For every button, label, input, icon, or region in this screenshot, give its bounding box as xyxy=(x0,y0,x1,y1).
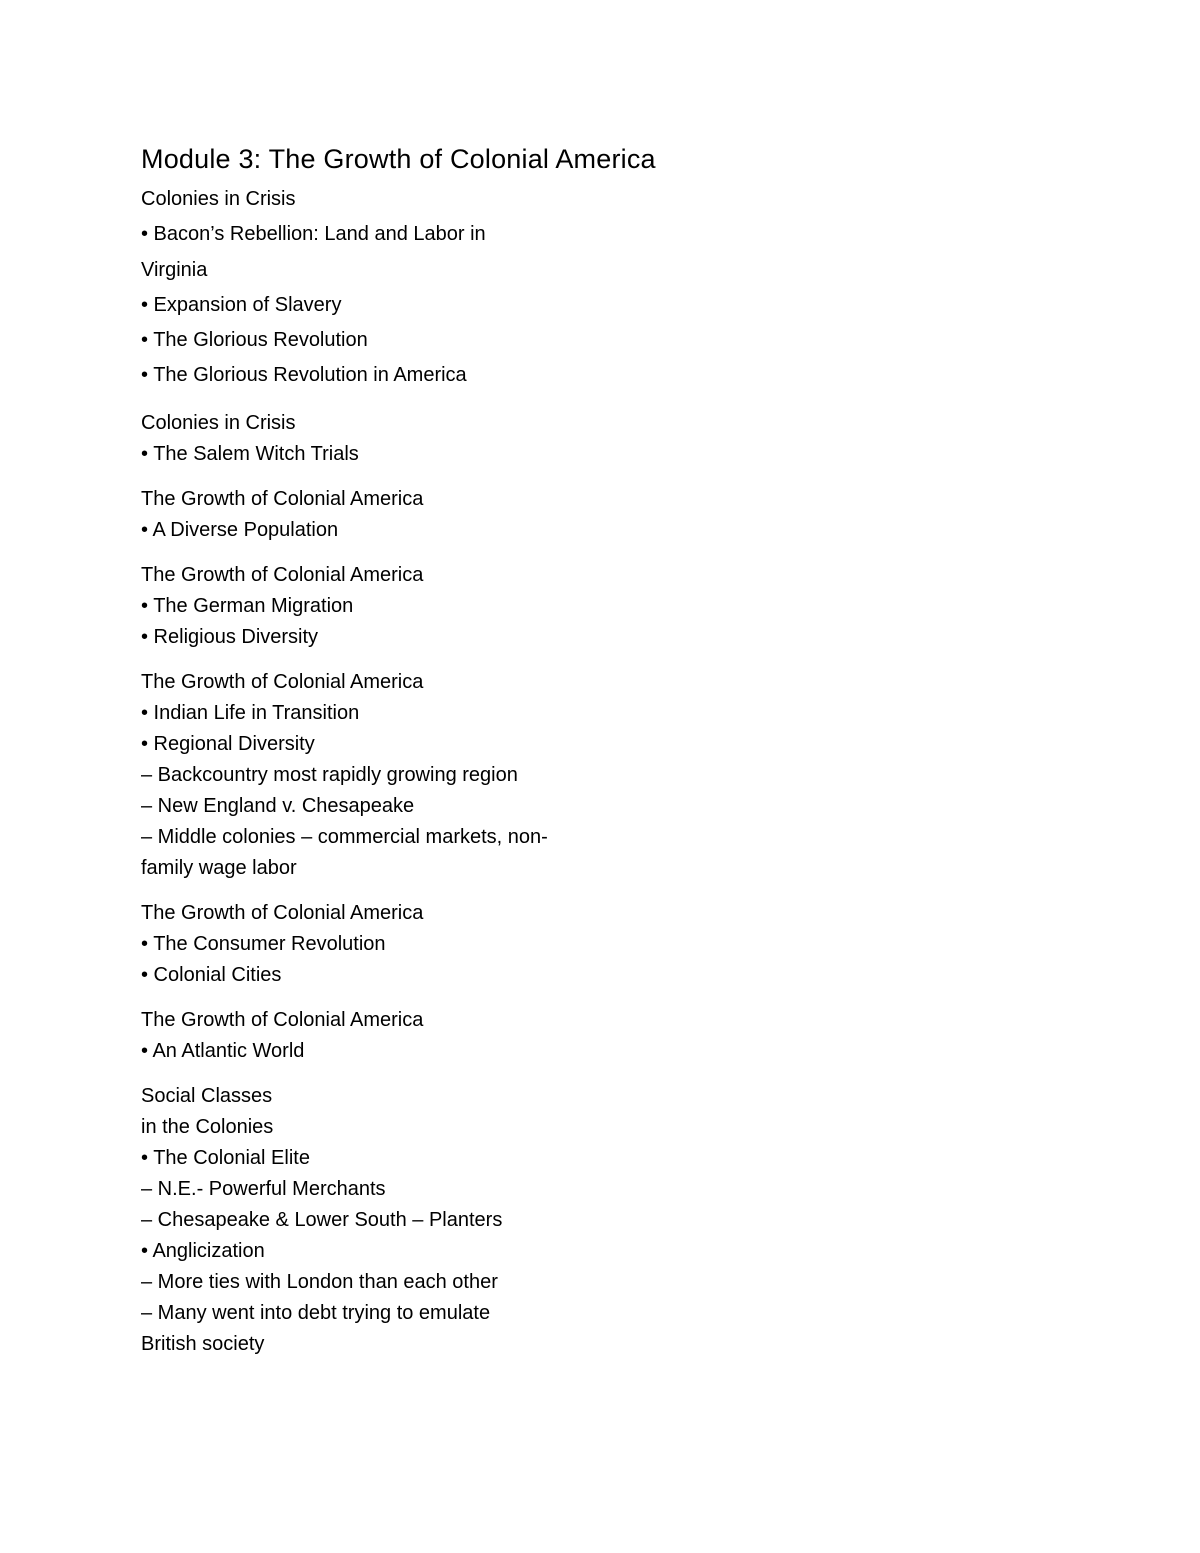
section-growth-diverse-population xyxy=(141,484,1041,546)
section-growth-migration xyxy=(141,560,1041,653)
section-heading-continuation: in the Colonies xyxy=(141,1115,274,1138)
section-heading: The Growth of Colonial America xyxy=(141,487,424,510)
bullet-item: • Regional Diversity xyxy=(141,732,315,755)
bullet-item: • Expansion of Slavery xyxy=(141,293,342,316)
sub-bullet-item: – N.E.- Powerful Merchants xyxy=(141,1177,386,1200)
document-body xyxy=(141,138,1041,1374)
section-heading: The Growth of Colonial America xyxy=(141,1008,424,1031)
section-heading: The Growth of Colonial America xyxy=(141,901,424,924)
section-growth-regional xyxy=(141,667,1041,884)
bullet-item: • Bacon’s Rebellion: Land and Labor in xyxy=(141,223,486,246)
section-heading: The Growth of Colonial America xyxy=(141,670,424,693)
bullet-item: • The German Migration xyxy=(141,594,354,617)
bullet-item: • The Glorious Revolution xyxy=(141,329,368,352)
section-growth-consumer xyxy=(141,898,1041,991)
section-social-classes xyxy=(141,1081,1041,1360)
bullet-item: • An Atlantic World xyxy=(141,1039,305,1062)
sub-bullet-item: – Middle colonies – commercial markets, non- xyxy=(141,825,548,848)
sub-bullet-item: – New England v. Chesapeake xyxy=(141,794,415,817)
sub-bullet-item: – Chesapeake & Lower South – Planters xyxy=(141,1208,503,1231)
bullet-item: • Anglicization xyxy=(141,1239,265,1262)
section-heading: Colonies in Crisis xyxy=(141,188,296,210)
bullet-item: • The Salem Witch Trials xyxy=(141,442,359,465)
bullet-item: • A Diverse Population xyxy=(141,518,339,541)
sub-bullet-item-continuation: British society xyxy=(141,1332,265,1355)
bullet-item: • Colonial Cities xyxy=(141,963,282,986)
sub-bullet-item: – Many went into debt trying to emulate xyxy=(141,1301,491,1324)
document-title: Module 3: The Growth of Colonial America xyxy=(141,144,656,174)
bullet-item: • The Glorious Revolution in America xyxy=(141,364,467,387)
bullet-item-continuation: Virginia xyxy=(141,258,208,281)
section-heading: Social Classes xyxy=(141,1084,273,1107)
bullet-item: • Indian Life in Transition xyxy=(141,701,360,724)
sub-bullet-item: – Backcountry most rapidly growing region xyxy=(141,763,518,786)
section-colonies-in-crisis-1 xyxy=(141,182,1041,394)
section-heading: The Growth of Colonial America xyxy=(141,563,424,586)
bullet-item: • Religious Diversity xyxy=(141,625,319,648)
bullet-item: • The Consumer Revolution xyxy=(141,932,386,955)
section-heading: Colonies in Crisis xyxy=(141,411,296,434)
sub-bullet-item: – More ties with London than each other xyxy=(141,1270,498,1293)
sub-bullet-item-continuation: family wage labor xyxy=(141,856,297,879)
section-growth-atlantic xyxy=(141,1005,1041,1067)
bullet-item: • The Colonial Elite xyxy=(141,1146,310,1169)
section-colonies-in-crisis-2 xyxy=(141,408,1041,470)
